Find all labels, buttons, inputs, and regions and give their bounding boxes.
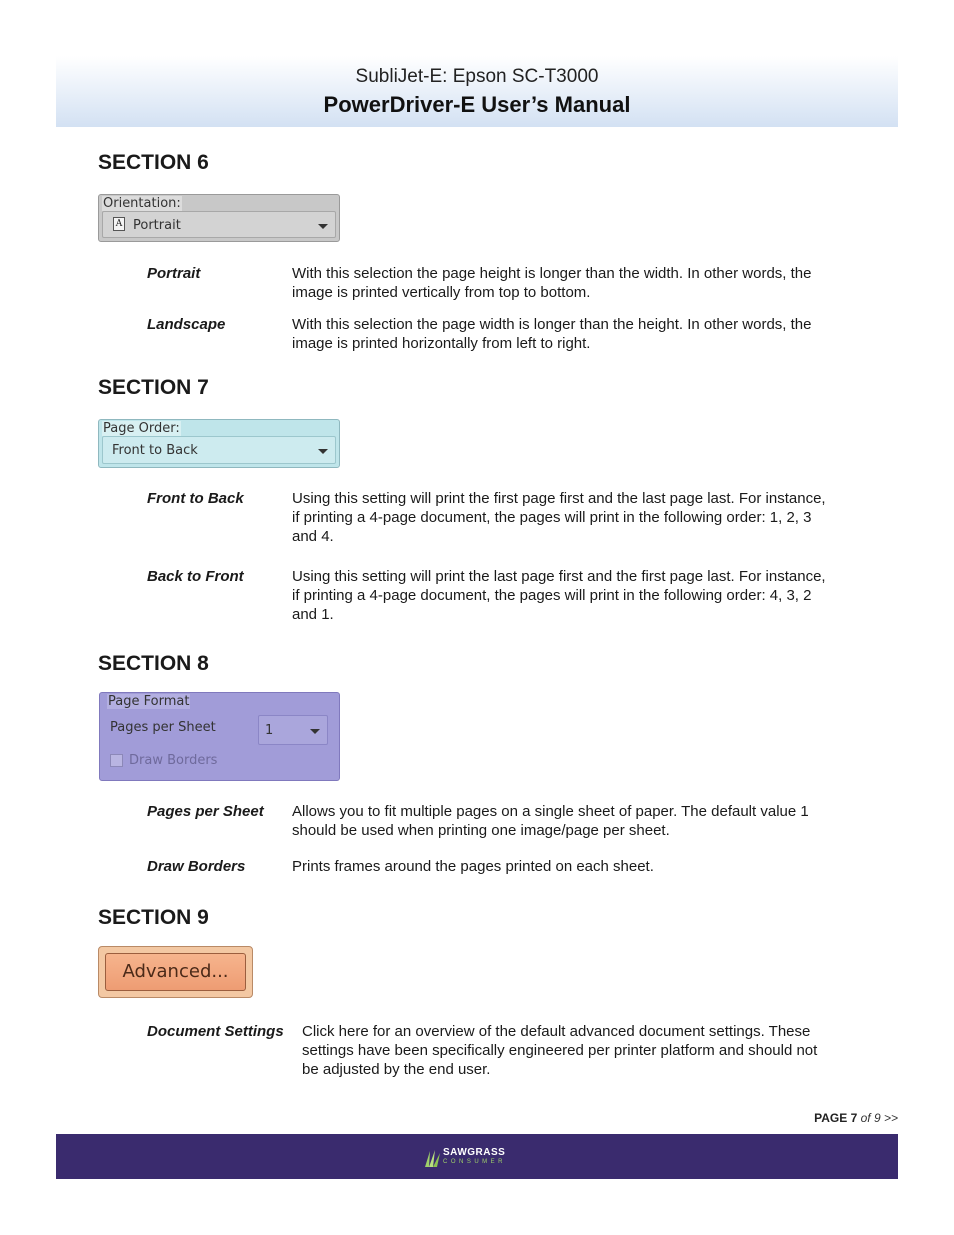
document-title: PowerDriver-E User’s Manual xyxy=(323,92,631,117)
page-of: of 9 xyxy=(860,1111,881,1125)
desc-line: should be used when printing one image/page per sheet. xyxy=(292,822,670,839)
desc-line: Using this setting will print the last page first and the first page last. For instance, xyxy=(292,568,826,585)
term-back-to-front: Back to Front xyxy=(147,568,244,585)
desc-line: Allows you to fit multiple pages on a single sheet of paper. The default value 1 xyxy=(292,803,809,820)
chevron-down-icon[interactable] xyxy=(310,729,320,734)
orientation-legend: Orientation: xyxy=(103,196,181,211)
brand-name: SAWGRASS xyxy=(443,1147,506,1158)
desc-line: and 4. xyxy=(292,528,334,545)
page-order-dropdown[interactable] xyxy=(102,436,336,464)
pages-per-sheet-dropdown[interactable] xyxy=(258,715,328,745)
desc-back-to-front xyxy=(292,567,826,624)
section-7-title: SECTION 7 xyxy=(98,376,209,399)
desc-portrait xyxy=(292,264,811,302)
desc-line: be adjusted by the end user. xyxy=(302,1061,491,1078)
chevron-down-icon[interactable] xyxy=(318,449,328,454)
page-order-value: Front to Back xyxy=(112,443,198,458)
page-format-group xyxy=(99,692,340,781)
desc-document-settings xyxy=(302,1022,817,1079)
term-landscape: Landscape xyxy=(147,316,226,333)
desc-line: With this selection the page width is longer than the height. In other words, the xyxy=(292,316,812,333)
desc-line: and 1. xyxy=(292,606,334,623)
term-pages-per-sheet: Pages per Sheet xyxy=(147,803,264,820)
desc-landscape xyxy=(292,315,811,353)
desc-line: With this selection the page height is longer than the width. In other words, the xyxy=(292,265,812,282)
desc-line: Using this setting will print the first page first and the last page last. For instance, xyxy=(292,490,826,507)
grass-icon xyxy=(423,1148,441,1168)
brand-tagline: CONSUMER xyxy=(443,1159,507,1165)
section-6-title: SECTION 6 xyxy=(98,151,209,174)
page-order-group xyxy=(98,419,340,468)
desc-line: image is printed horizontally from left to right. xyxy=(292,335,591,352)
desc-front-to-back xyxy=(292,489,826,546)
desc-line: image is printed vertically from top to bottom. xyxy=(292,284,591,301)
desc-line: Prints frames around the pages printed on each sheet. xyxy=(292,858,654,875)
orientation-value: Portrait xyxy=(133,218,181,233)
page-indicator xyxy=(814,1111,898,1125)
term-portrait: Portrait xyxy=(147,265,201,282)
term-draw-borders: Draw Borders xyxy=(147,858,246,875)
desc-line: if printing a 4-page document, the pages will print in the following order: 1, 2, 3 xyxy=(292,509,812,526)
advanced-button[interactable] xyxy=(98,946,253,998)
page-label: PAGE 7 xyxy=(814,1111,858,1125)
section-9-title: SECTION 9 xyxy=(98,906,209,929)
desc-line: Click here for an overview of the default advanced document settings. These xyxy=(302,1023,811,1040)
advanced-button-label[interactable]: Advanced... xyxy=(105,953,246,991)
pages-per-sheet-label: Pages per Sheet xyxy=(110,720,216,735)
page-format-legend: Page Format xyxy=(108,694,190,709)
term-front-to-back: Front to Back xyxy=(147,490,244,507)
section-8-title: SECTION 8 xyxy=(98,652,209,675)
draw-borders-checkbox[interactable] xyxy=(110,754,123,767)
desc-line: settings have been specifically engineered per printer platform and should not xyxy=(302,1042,818,1059)
desc-draw-borders xyxy=(292,857,654,876)
draw-borders-label: Draw Borders xyxy=(129,753,218,768)
desc-pages-per-sheet xyxy=(292,802,809,840)
pages-per-sheet-value: 1 xyxy=(265,723,274,738)
orientation-dropdown[interactable] xyxy=(102,211,336,238)
next-page-link[interactable]: >> xyxy=(883,1111,898,1125)
document-subtitle: SubliJet-E: Epson SC-T3000 xyxy=(355,66,599,87)
page-order-legend: Page Order: xyxy=(103,421,180,436)
portrait-page-icon: A xyxy=(113,217,125,231)
page-header xyxy=(56,56,898,127)
sawgrass-logo xyxy=(423,1147,543,1169)
desc-line: if printing a 4-page document, the pages will print in the following order: 4, 3, 2 xyxy=(292,587,812,604)
orientation-group xyxy=(98,194,340,242)
term-document-settings: Document Settings xyxy=(147,1023,284,1040)
chevron-down-icon[interactable] xyxy=(318,224,328,229)
page-footer xyxy=(56,1134,898,1179)
